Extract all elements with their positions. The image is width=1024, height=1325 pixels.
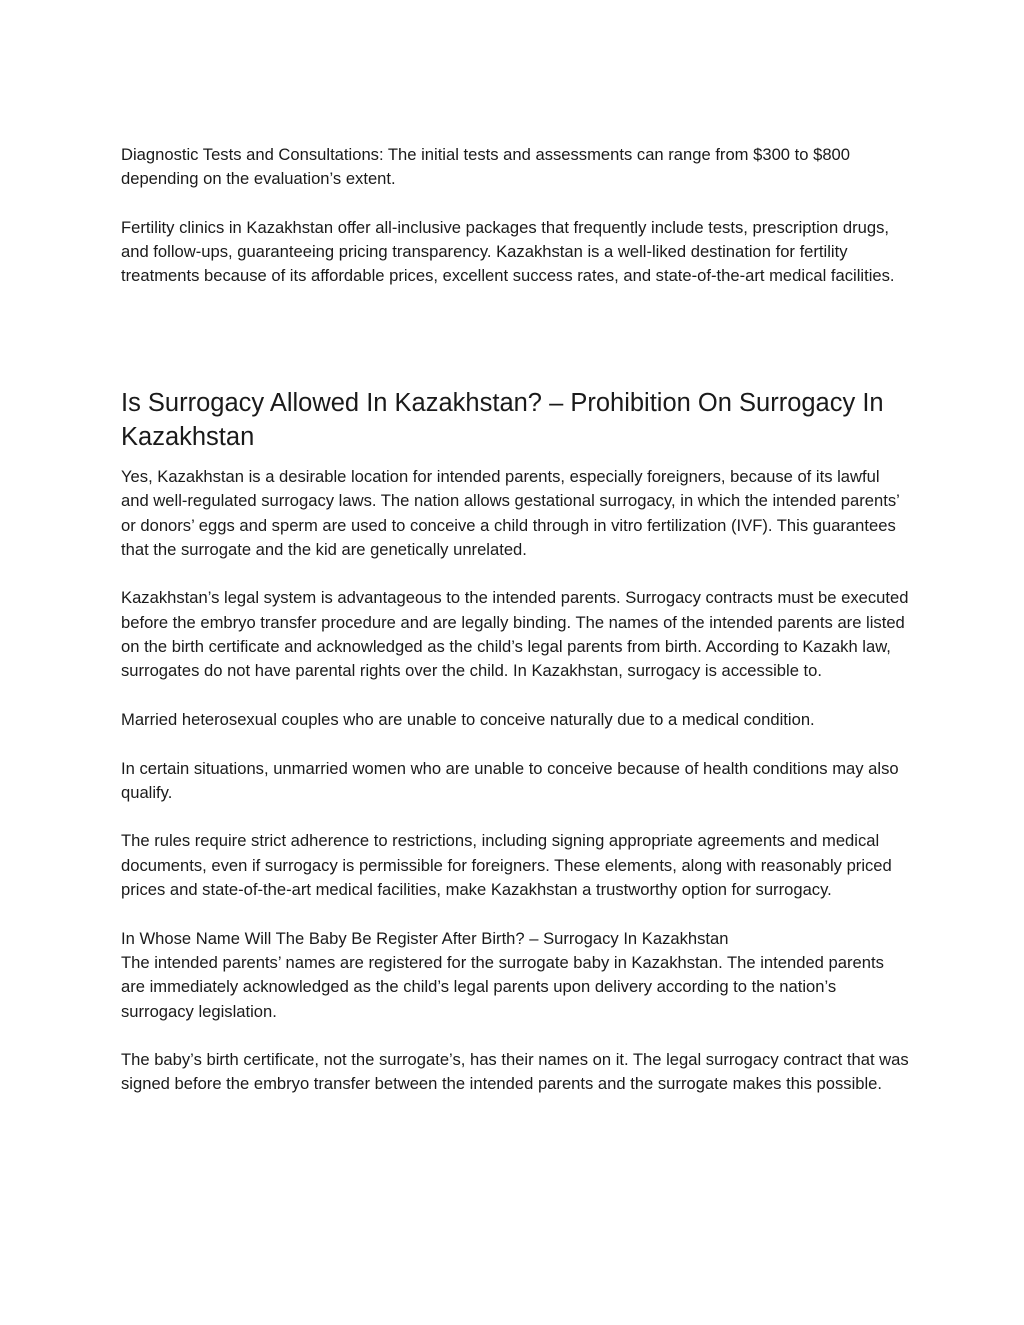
subheading-baby-registration: In Whose Name Will The Baby Be Register After Birth? – Surrogacy In Kazakhstan bbox=[121, 928, 729, 948]
section-spacer bbox=[121, 313, 911, 386]
paragraph-birth-certificate: The baby’s birth certificate, not the surrogate’s, has their names on it. The legal surrogacy contract that was signed before the embryo transfer between the intended parents and the surrogate makes this possible. bbox=[121, 1050, 909, 1094]
paragraph-intended-parents-registered: The intended parents’ names are registered for the surrogate baby in Kazakhstan. The intended parents are immediately acknowledged as the child’s legal parents upon delivery according to the nation’s surrogacy legislation. bbox=[121, 952, 884, 1021]
document-page bbox=[121, 143, 911, 1121]
paragraph-legal-system: Kazakhstan’s legal system is advantageous to the intended parents. Surrogacy contracts must be executed before the embryo transfer procedure and are legally binding. The names of the intended parents are listed on the birth certificate and acknowledged as the child’s legal parents from birth. According to Kazakh law, surrogates do not have parental rights over the child. In Kazakhstan, surrogacy is accessible to. bbox=[121, 588, 909, 681]
section-heading-surrogacy-allowed: Is Surrogacy Allowed In Kazakhstan? – Prohibition On Surrogacy In Kazakhstan bbox=[121, 388, 884, 452]
paragraph-rules-restrictions: The rules require strict adherence to restrictions, including signing appropriate agreements and medical documents, even if surrogacy is permissible for foreigners. These elements, along with reasonably priced prices and state-of-the-art medical facilities, make Kazakhstan a trustworthy option for surrogacy. bbox=[121, 831, 892, 900]
paragraph-fertility-clinics: Fertility clinics in Kazakhstan offer all-inclusive packages that frequently include tests, prescription drugs, and follow-ups, guaranteeing pricing transparency. Kazakhstan is a well-liked destination for fertility treatments because of its affordable prices, excellent success rates, and state-of-the-art medical facilities. bbox=[121, 217, 895, 286]
paragraph-married-couples: Married heterosexual couples who are unable to conceive naturally due to a medical condition. bbox=[121, 709, 815, 729]
paragraph-surrogacy-legal: Yes, Kazakhstan is a desirable location for intended parents, especially foreigners, because of its lawful and well-regulated surrogacy laws. The nation allows gestational surrogacy, in which the intended parents’ or donors’ eggs and sperm are used to conceive a child through in vitro fertilization (IVF). This guarantees that the surrogate and the kid are genetically unrelated. bbox=[121, 466, 900, 559]
paragraph-diagnostic-tests: Diagnostic Tests and Consultations: The initial tests and assessments can range from $300 to $800 depending on the evaluation’s extent. bbox=[121, 145, 851, 189]
paragraph-unmarried-women: In certain situations, unmarried women who are unable to conceive because of health conditions may also qualify. bbox=[121, 758, 899, 802]
